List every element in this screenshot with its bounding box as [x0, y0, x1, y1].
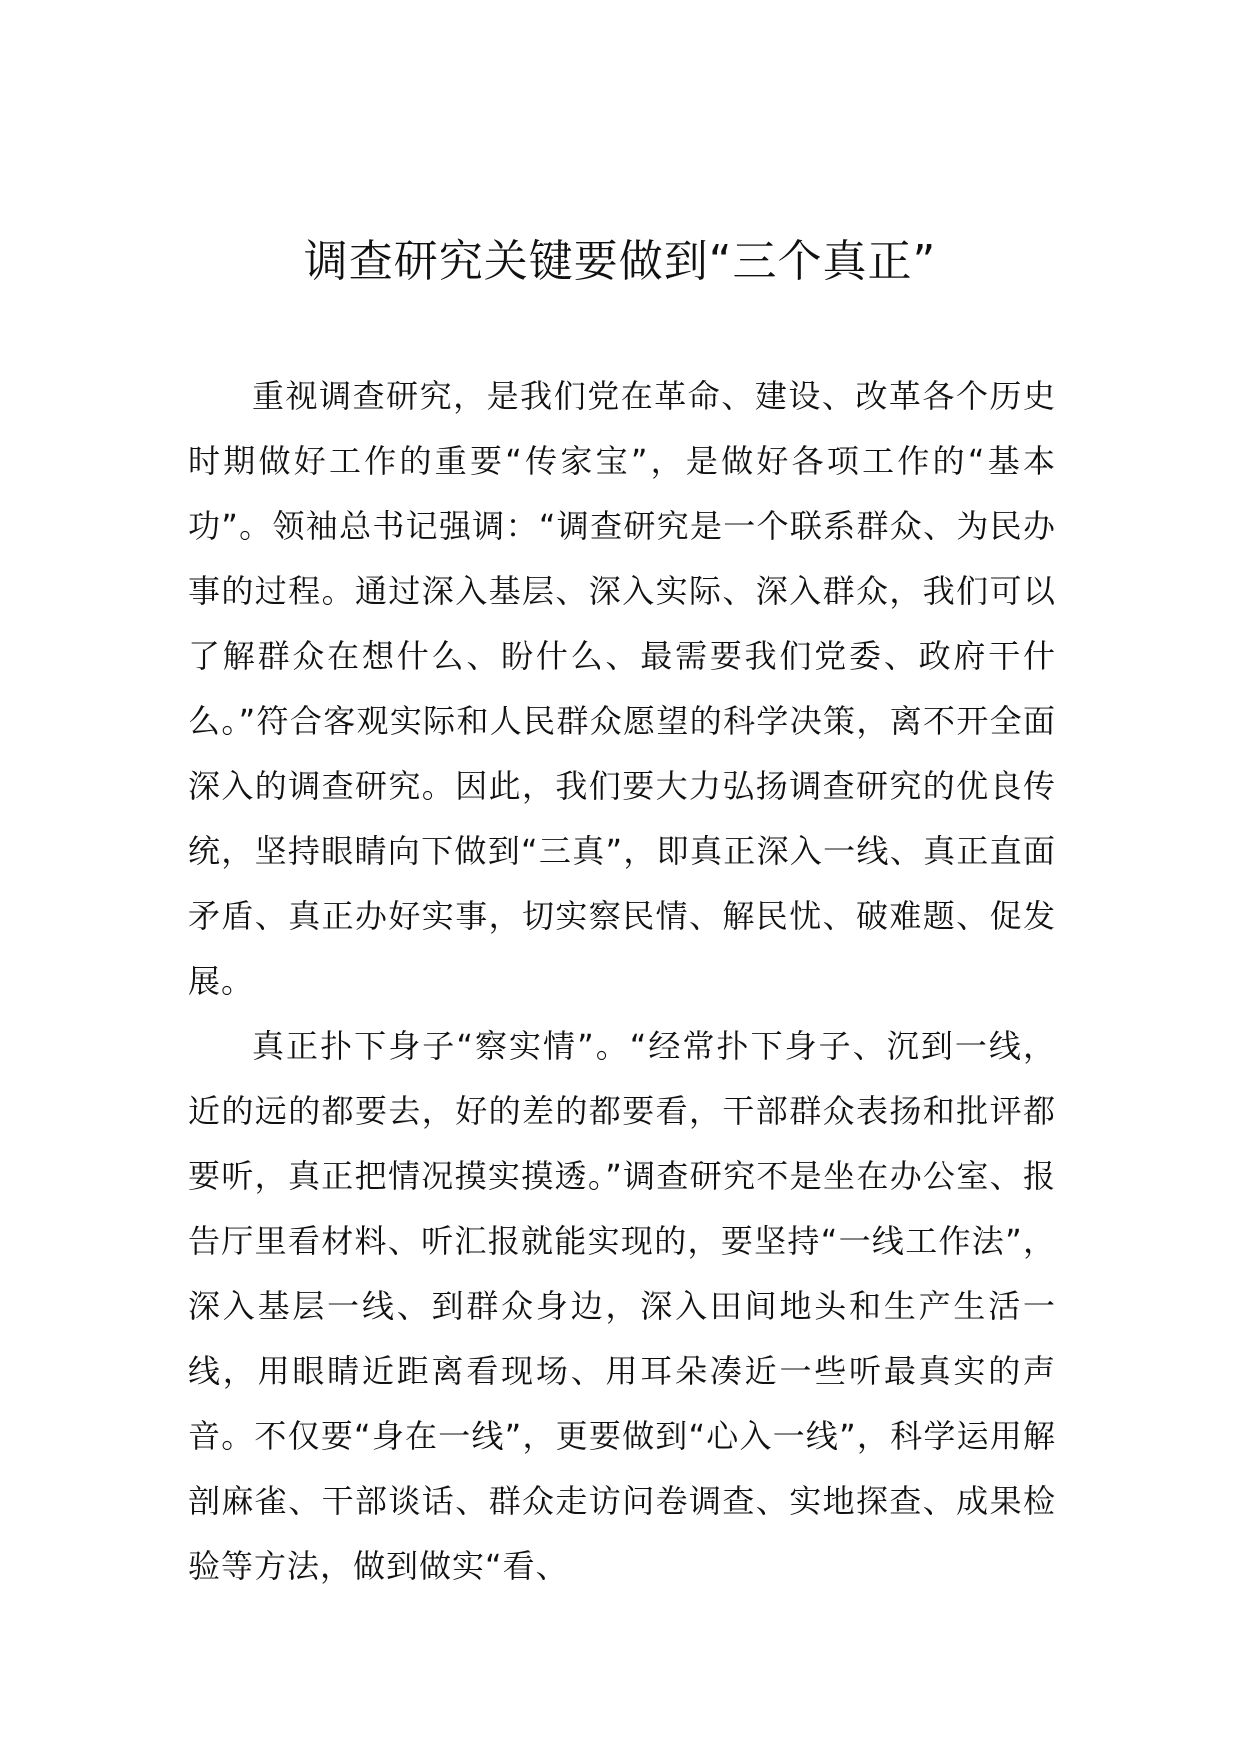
paragraph: 真正扑下身子“察实情”。“经常扑下身子、沉到一线，近的远的都要去，好的差的都要看，干部群众表扬和批评都要听，真正把情况摸实摸透。”调查研究不是坐在办公室、报告厅里看材料、听汇报就能实现的，要坚持“一线工作法”，深入基层一线、到群众身边，深入田间地头和生产生活一线，用眼睛近距离看现场、用耳朵凑近一些听最真实的声音。不仅要“身在一线”，更要做到“心入一线”，科学运用解剖麻雀、干部谈话、群众走访问卷调查、实地探查、成果检验等方法，做到做实“看、: [188, 1027, 1056, 1585]
paragraph: 重视调查研究，是我们党在革命、建设、改革各个历史时期做好工作的重要“传家宝”，是做好各项工作的“基本功”。领袖总书记强调：“调查研究是一个联系群众、为民办事的过程。通过深入基层、深入实际、深入群众，我们可以了解群众在想什么、盼什么、最需要我们党委、政府干什么。”符合客观实际和人民群众愿望的科学决策，离不开全面深入的调查研究。因此，我们要大力弘扬调查研究的优良传统，坚持眼睛向下做到“三真”，即真正深入一线、真正直面矛盾、真正办好实事，切实察民情、解民忧、破难题、促发展。: [188, 377, 1056, 1000]
document-title: 调查研究关键要做到“三个真正”: [303, 236, 937, 287]
document-body: [188, 364, 1056, 1599]
